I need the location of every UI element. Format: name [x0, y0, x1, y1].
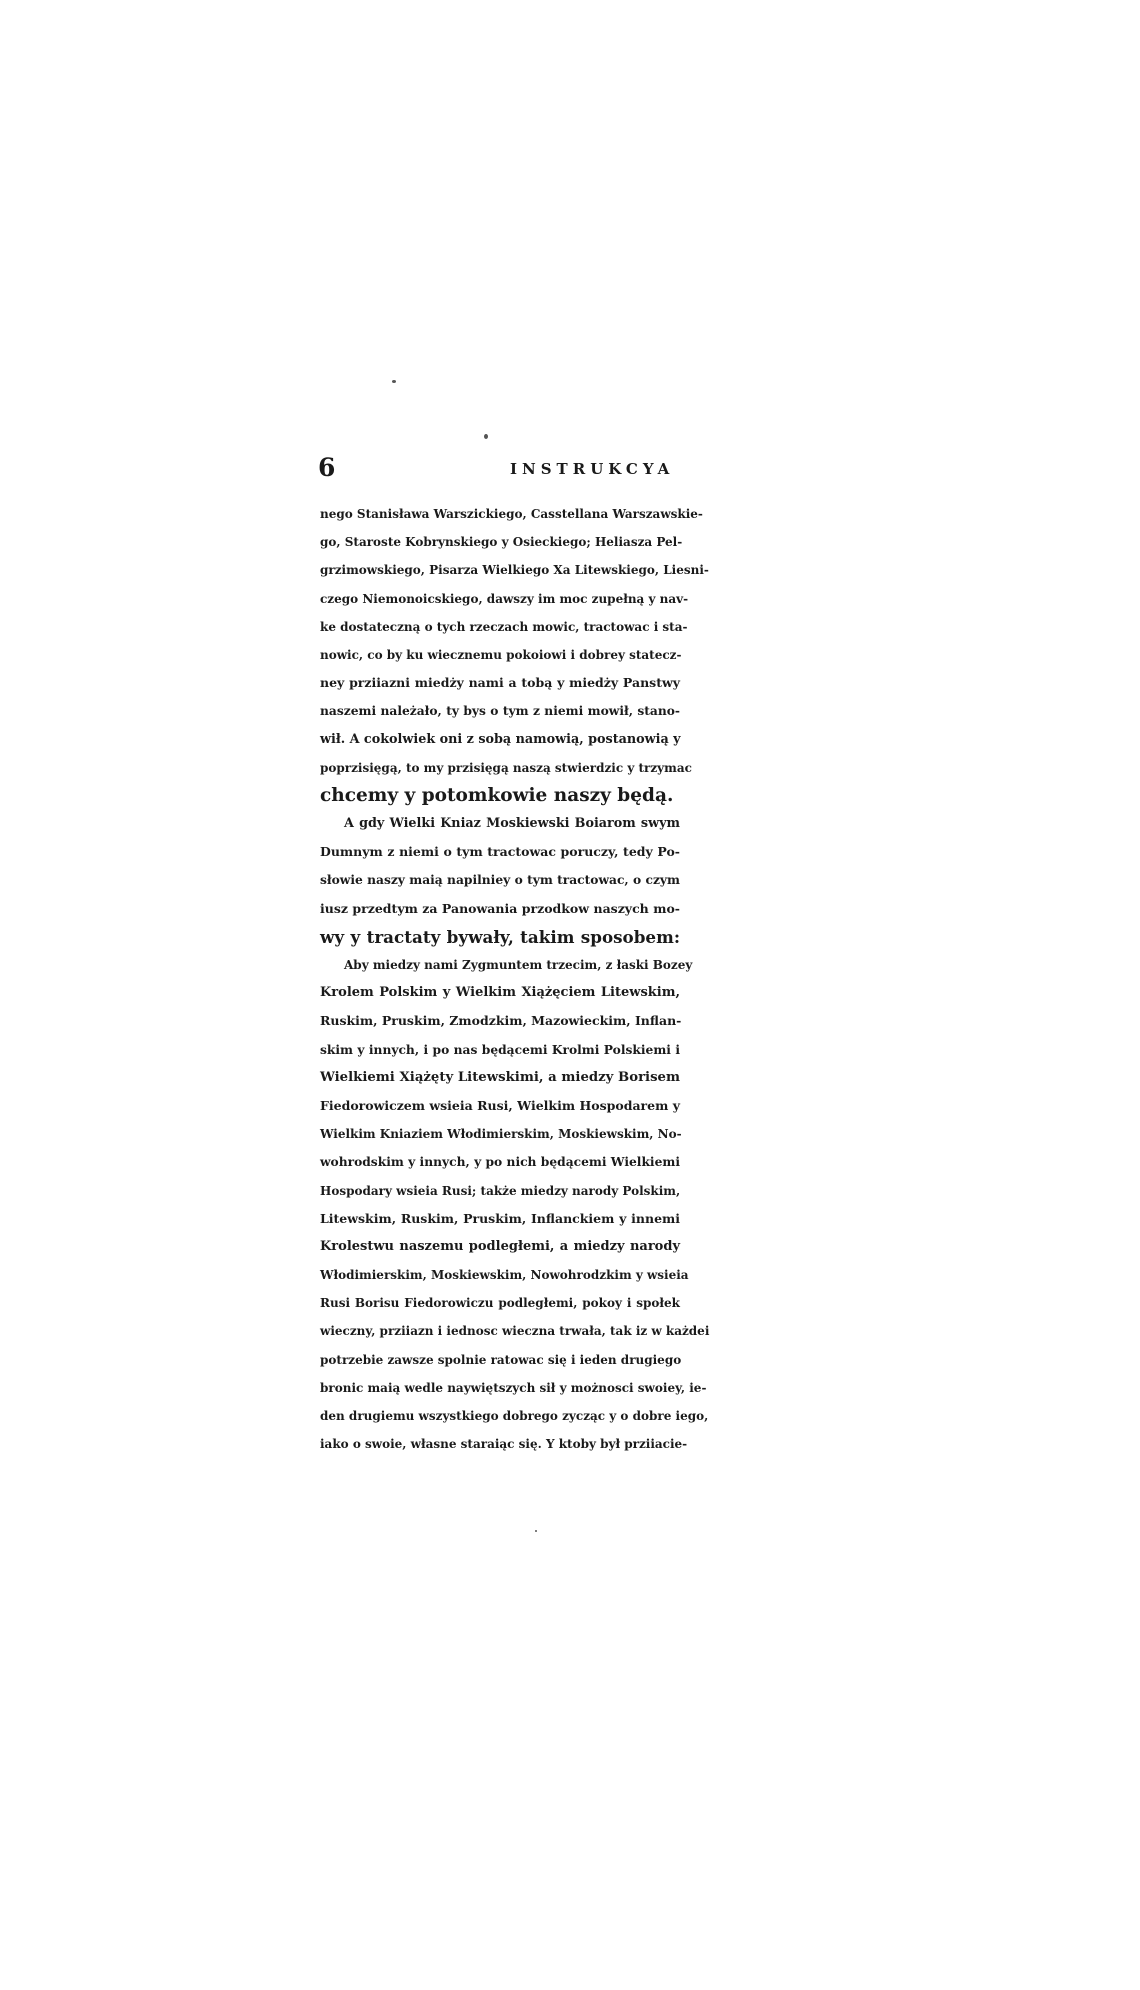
text-line: Hospodary wsieia Rusi; także miedzy narody Polskim, [320, 1183, 681, 1198]
text-line: A gdy Wielki Kniaz Moskiewski Boiarom swym [344, 816, 680, 832]
text-line: potrzebie zawsze spolnie ratowac się i ieden drugiego [320, 1352, 682, 1367]
text-line: den drugiemu wszystkiego dobrego zycząc y o dobre iego, [320, 1409, 709, 1423]
text-line: wy y tractaty bywały, takim sposobem: [320, 926, 680, 947]
text-line: chcemy y potomkowie naszy będą. [320, 784, 674, 806]
text-line: go, Staroste Kobrynskiego y Osieckiego; Heliasza Pel- [320, 535, 683, 550]
text-line: Aby miedzy nami Zygmuntem trzecim, z łaski Bozey [344, 958, 693, 972]
page-speck [392, 380, 396, 383]
text-line: iako o swoie, własne staraiąc się. Y ktoby był prziiacie- [320, 1437, 688, 1452]
text-line: grzimowskiego, Pisarza Wielkiego Xa Litewskiego, Liesni- [320, 563, 709, 578]
text-line: Rusi Borisu Fiedorowiczu podległemi, pokoy i społek [320, 1296, 680, 1311]
text-line: nego Stanisława Warszickiego, Casstellana Warszawskie- [320, 507, 703, 521]
text-line: Dumnym z niemi o tym tractowac poruczy, tedy Po- [320, 844, 680, 860]
text-line: skim y innych, i po nas będącemi Krolmi Polskiemi i [320, 1041, 680, 1057]
body-text [320, 500, 710, 1458]
text-line: Krolem Polskim y Wielkim Xiążęciem Litewskim, [320, 985, 680, 1001]
page-header [318, 453, 683, 483]
text-line: nowic, co by ku wiecznemu pokoiowi i dobrey statecz- [320, 647, 682, 662]
page-speck [535, 1530, 537, 1532]
page-speck [484, 434, 488, 439]
text-line: czego Niemonoicskiego, dawszy im moc zupełną y nav- [320, 591, 689, 606]
text-line: słowie naszy maią napilniey o tym tractowac, o czym [320, 872, 680, 888]
text-line: wieczny, prziiazn i iednosc wieczna trwała, tak iz w każdei [320, 1324, 710, 1339]
text-line: Krolestwu naszemu podległemi, a miedzy narody [320, 1238, 680, 1254]
text-line: bronic maią wedle naywiętszych sił y możnosci swoiey, ie- [320, 1380, 707, 1395]
text-line: iusz przedtym za Panowania przodkow naszych mo- [320, 900, 680, 916]
text-line: ke dostateczną o tych rzeczach mowic, tractowac i sta- [320, 619, 688, 634]
text-line: naszemi należało, ty bys o tym z niemi mowił, stano- [320, 703, 680, 719]
text-line: wił. A cokolwiek oni z sobą namowią, postanowią y [320, 731, 681, 747]
text-line: Wielkim Kniaziem Włodimierskim, Moskiewskim, No- [320, 1127, 682, 1142]
text-line: Wielkiemi Xiążęty Litewskimi, a miedzy Borisem [320, 1069, 680, 1085]
text-line: Fiedorowiczem wsieia Rusi, Wielkim Hospodarem y [320, 1097, 680, 1113]
text-line: poprzisięgą, to my przisięgą naszą stwierdzic y trzymac [320, 760, 692, 775]
running-head: INSTRUKCYA [510, 460, 675, 478]
text-line: Litewskim, Ruskim, Pruskim, Inflanckiem y innemi [320, 1210, 680, 1226]
page-number: 6 [318, 453, 336, 482]
text-line: Włodimierskim, Moskiewskim, Nowohrodzkim y wsieia [320, 1268, 689, 1283]
text-line: Ruskim, Pruskim, Zmodzkim, Mazowieckim, Inflan- [320, 1013, 682, 1029]
text-line: ney prziiazni miedży nami a tobą y miedży Panstwy [320, 675, 680, 691]
text-line: wohrodskim y innych, y po nich będącemi Wielkiemi [320, 1154, 680, 1170]
